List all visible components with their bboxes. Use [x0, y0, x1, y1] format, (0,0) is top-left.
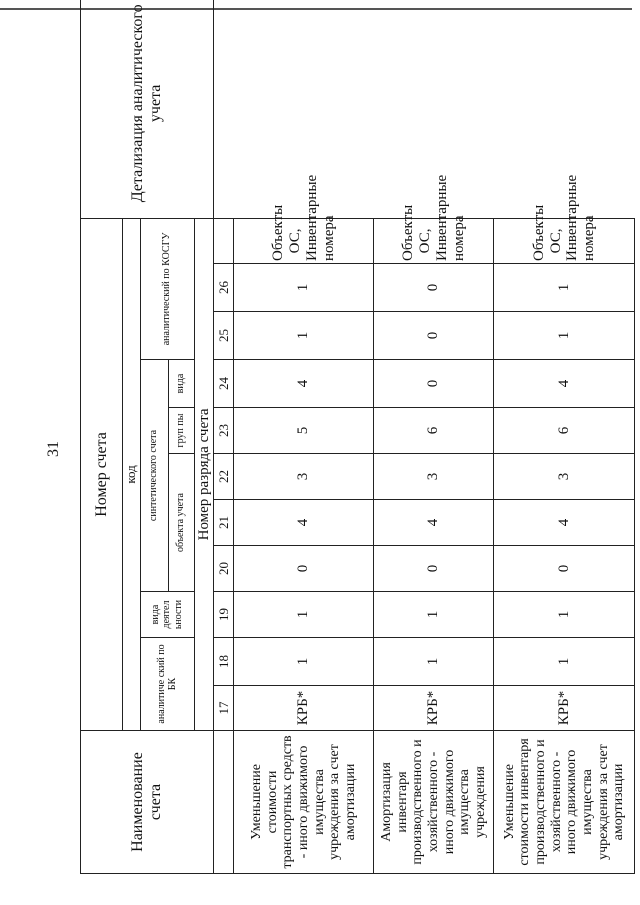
- code-cell: 0: [494, 546, 635, 592]
- header-code: код: [123, 218, 141, 730]
- code-cell: 1: [494, 264, 635, 312]
- digit-24: 24: [214, 360, 234, 408]
- code-cell: 1: [234, 264, 374, 312]
- code-cell: 4: [234, 360, 374, 408]
- header-activity-type: вида деятел ьности: [140, 592, 194, 638]
- code-cell: 3: [234, 454, 374, 500]
- detail-cell: Объекты ОС, Инвентарные номера: [494, 218, 635, 263]
- code-cell: 5: [234, 408, 374, 454]
- header-account-object: объекта учета: [168, 454, 194, 592]
- bk-code: КРБ*: [234, 686, 374, 731]
- code-cell: 1: [234, 638, 374, 686]
- digit-21: 21: [214, 500, 234, 546]
- code-cell: 3: [374, 454, 494, 500]
- code-cell: 1: [494, 592, 635, 638]
- account-name: Амортизация инвентаря производственного и хозяйственного - иного движимого имущества учреждения: [374, 731, 494, 874]
- code-cell: 6: [374, 408, 494, 454]
- table-row: [494, 0, 635, 874]
- code-cell: 0: [374, 264, 494, 312]
- detail-cell: Объекты ОС, Инвентарные номера: [374, 218, 494, 263]
- code-cell: 1: [374, 638, 494, 686]
- account-name: Уменьшение стоимости транспортных средств - иного движимого имущества учреждения за счет амортизации: [234, 731, 374, 874]
- code-cell: 1: [374, 592, 494, 638]
- digit-23: 23: [214, 408, 234, 454]
- header-synthetic: синтетического счета: [140, 360, 168, 592]
- code-cell: 4: [494, 360, 635, 408]
- code-cell: 3: [494, 454, 635, 500]
- page-number: 31: [45, 441, 62, 457]
- code-cell: 4: [374, 500, 494, 546]
- header-digit-number: Номер разряда счета: [194, 218, 214, 730]
- header-account-number: Номер счета: [81, 218, 123, 730]
- digit-22: 22: [214, 454, 234, 500]
- header-group: груп пы: [168, 408, 194, 454]
- detail-cell: Объекты ОС, Инвентарные номера: [234, 218, 374, 263]
- code-cell: 0: [374, 546, 494, 592]
- header-type: вида: [168, 360, 194, 408]
- digit-blank-cell: [214, 731, 234, 874]
- header-account-name: Наименование счета: [81, 731, 214, 874]
- bk-code: КРБ*: [374, 686, 494, 731]
- code-cell: 1: [234, 592, 374, 638]
- code-cell: 4: [234, 500, 374, 546]
- digit-20: 20: [214, 546, 234, 592]
- code-cell: 4: [494, 500, 635, 546]
- digit-19: 19: [214, 592, 234, 638]
- code-cell: 1: [494, 312, 635, 360]
- digit-25: 25: [214, 312, 234, 360]
- digit-18: 18: [214, 638, 234, 686]
- header-detail: Детализация аналитического учета: [81, 0, 214, 218]
- bk-code: КРБ*: [494, 686, 635, 731]
- account-name: Уменьшение стоимости инвентаря производственного и хозяйственного - иного движимого имущества учреждения за счет амортизации: [494, 731, 635, 874]
- rotated-table-sheet: [80, 4, 627, 874]
- code-cell: 1: [494, 638, 635, 686]
- account-table: [80, 0, 635, 874]
- code-cell: 1: [234, 312, 374, 360]
- table-row: [374, 0, 494, 874]
- header-analytic-bk: аналитиче ский по БК: [140, 638, 194, 731]
- digit-17: 17: [214, 686, 234, 731]
- code-cell: 0: [374, 312, 494, 360]
- table-row: [234, 0, 374, 874]
- digit-26: 26: [214, 264, 234, 312]
- code-cell: 6: [494, 408, 635, 454]
- code-cell: 0: [234, 546, 374, 592]
- code-cell: 0: [374, 360, 494, 408]
- header-analytic-kosgu: аналитический по КОСГУ: [140, 218, 194, 359]
- digit-blank-cell: [214, 218, 234, 263]
